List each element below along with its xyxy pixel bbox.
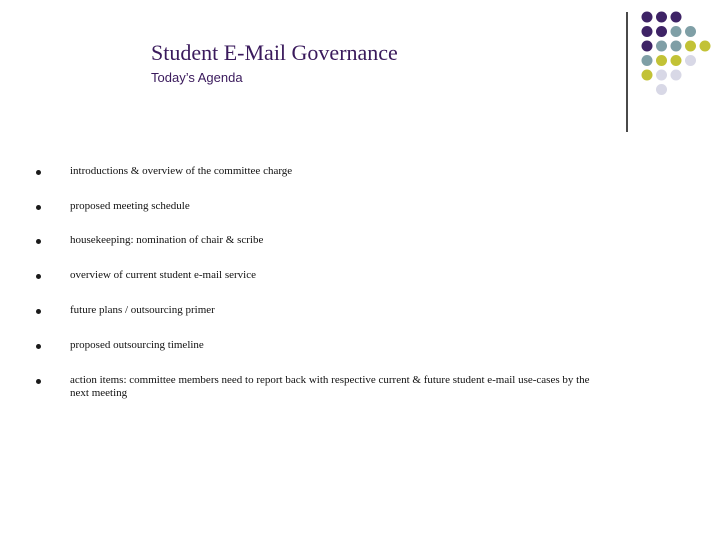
agenda-item-text: introductions & overview of the committee charge	[70, 165, 293, 177]
decorative-dot	[642, 26, 653, 37]
agenda-item-text: proposed meeting schedule	[70, 200, 190, 212]
decorative-dot	[656, 41, 667, 52]
bullet-icon	[36, 379, 41, 384]
bullet-icon	[36, 205, 41, 210]
bullet-icon	[36, 344, 41, 349]
decorative-dot	[671, 70, 682, 81]
agenda-item-text: future plans / outsourcing primer	[70, 304, 215, 316]
decorative-dot	[656, 26, 667, 37]
decorative-dot	[671, 41, 682, 52]
decorative-dot	[700, 41, 711, 52]
slide-title: Student E-Mail Governance	[151, 40, 398, 65]
decorative-dot-grid	[640, 10, 720, 120]
decorative-dot	[656, 70, 667, 81]
bullet-icon	[36, 239, 41, 244]
decorative-divider	[626, 12, 628, 132]
decorative-dot	[685, 55, 696, 66]
decorative-dot	[656, 84, 667, 95]
bullet-icon	[36, 170, 41, 175]
decorative-dot	[656, 12, 667, 23]
decorative-dot	[642, 55, 653, 66]
decorative-dot	[671, 26, 682, 37]
slide-subtitle: Today’s Agenda	[151, 70, 243, 85]
bullet-icon	[36, 274, 41, 279]
agenda-item-text: overview of current student e-mail service	[70, 269, 257, 281]
decorative-dot	[671, 12, 682, 23]
decorative-dot	[642, 12, 653, 23]
decorative-dot	[685, 41, 696, 52]
decorative-dot	[685, 26, 696, 37]
decorative-dot	[671, 55, 682, 66]
bullet-icon	[36, 309, 41, 314]
decorative-dot	[642, 41, 653, 52]
agenda-item-text: action items: committee members need to report back with respective current & future student e-mail use-cases by the next meeting	[70, 374, 590, 399]
agenda-item-text: proposed outsourcing timeline	[70, 339, 204, 351]
agenda-item-text: housekeeping: nomination of chair & scribe	[70, 234, 264, 246]
decorative-dot	[642, 70, 653, 81]
decorative-dot	[656, 55, 667, 66]
